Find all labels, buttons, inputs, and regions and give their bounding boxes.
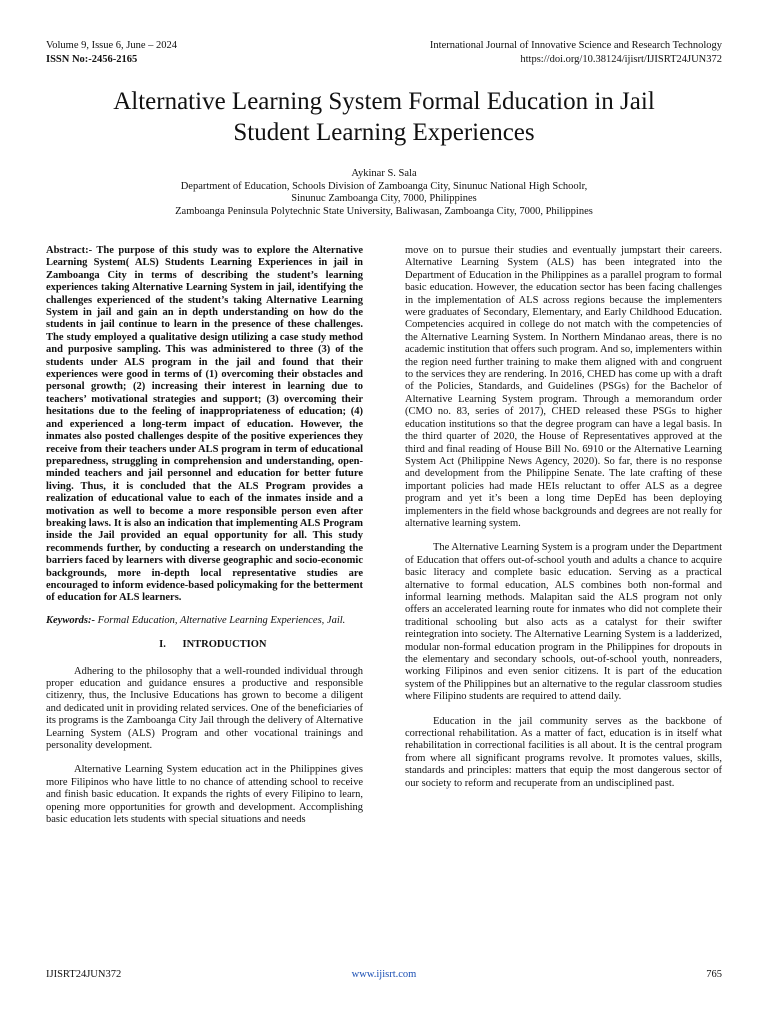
title-line-1: Alternative Learning System Formal Education in Jail bbox=[113, 88, 655, 115]
keywords-label: Keywords:- bbox=[46, 614, 95, 626]
section-heading bbox=[46, 639, 363, 651]
website-link[interactable]: www.ijisrt.com bbox=[351, 969, 417, 980]
issn-number: ISSN No:-2456-2165 bbox=[46, 54, 138, 65]
section-title: INTRODUCTION bbox=[182, 639, 267, 651]
section-number: I. bbox=[159, 639, 166, 651]
abstract: Abstract:- The purpose of this study was to explore the Alternative Learning System( ALS) Students Learning Experiences in jail in Zamboanga City in terms of describing the student’s learning experiences taking Alternative Learning System in jail, identifying the challenges experienced of the student’s taking Alternative Learning System in jail and gain an in depth understanding on how do the students in jail continue to learn in the presence of these challenges. The study employed a qualitative design utilizing a case study method and purposive sampling. This was administered to three (3) of the students under ALS program in the jail and found that their experiences were good in terms of (1) overcoming their obstacles and personal growth; (2) increasing their interest in learning due to teachers’ motivational strategies and support; (3) overcoming their hesitations due to the feeling of inappropriateness of education; (4) and experienced a long-term impact of education. However, the inmates also posted challenges despite of the positive experiences they receive from their teachers under ALS program in term of educational preparedness, struggling in comprehension and understanding, open-minded teachers and jail personnel and education for better future living. Thus, it is concluded that the ALS Program provides a realization of educational value to each of the inmates inside and a motivation as well to become a more responsible person even after breaking laws. It is also an indication that implementing ALS Program inside the Jail provided an equal opportunity for all. This study recommends further, by conducting a research on understanding the barriers faced by learners with diverse geographic and socio-economic backgrounds, more in-depth local representative studies are encouraged to inform evidence-based policymaking for the betterment of education for ALS learners. bbox=[46, 245, 363, 604]
intro-paragraph-2: Alternative Learning System education act in the Philippines gives more Filipinos who have little to no chance of attending school to receive and finish basic education. It expands the rights of every Filipino to learn, opening more opportunities for growth and development. Accomplishing basic education lets students with special situations and needs bbox=[46, 764, 363, 826]
journal-name: International Journal of Innovative Science and Research Technology bbox=[429, 40, 722, 51]
body-paragraph-continued: move on to pursue their studies and eventually jumpstart their careers. Alternative Learning System (ALS) has been integrated into the Department of Education in the Philippines as a parallel program to formal basic education. However, the education sector has been facing challenges in the implementation of ALS across regions because the implementers were graduates of Secondary, Elementary, and Early Childhood Education. Competencies acquired in college do not match with the competencies of the Alternative Learning System. In Northern Mindanao areas, there is no academic institution that offers such program. And so, implementers within the region need further training to make them aligned with and congruent to the services they are rendering. In 2016, CHED has come up with a draft of the Policies, Standards, and Guidelines (PSGs) for the Bachelor of Alternative Learning System program. Through a memorandum order (CMO no. 83, series of 2017), CHED released these PSGs to higher education institutions so that the degree program can have a legal basis. In the third quarter of 2020, the House of Representatives approved at the third and final reading of House Bill No. 6910 or the Alternative Learning System Act (Philippine News Agency, 2020). So far, there is no response and development from the Philippine Senate. The late crafting of these important policies had made HEIs reluctant to offer ALS as a degree program and yet it’s been a long time DepEd has been deploying implementers in the field whose backgrounds and degrees are not really for alternative learning system. bbox=[405, 245, 722, 529]
header-right bbox=[430, 39, 722, 67]
doi-link[interactable]: https://doi.org/10.38124/ijisrt/IJISRT24JUN372 bbox=[520, 54, 722, 65]
keywords-text: Formal Education, Alternative Learning Experiences, Jail. bbox=[97, 614, 346, 626]
title-line-2: Student Learning Experiences bbox=[233, 119, 535, 146]
body-paragraph-jail-education: Education in the jail community serves as the backbone of correctional rehabilitation. As a matter of fact, education is in itself what rehabilitation in correctional facilities is all about. It is the central program from where all significant programs revolve. It promotes values, skills, standards and principles: matters that equip the most dangerous sector of our society to reform and recuperate from an undisciplined past. bbox=[405, 715, 722, 789]
intro-paragraph-1: Adhering to the philosophy that a well-rounded individual through proper education and guidance ensures a productive and responsible citizenry, thus, the Inclusive Educations has grown to become a diligent and dedicated unit in providing related services. One of the beneficiaries of its programs is the Zamboanga City Jail through the delivery of Alternative Learning System (ALS) Program and other vocational trainings and personality development. bbox=[46, 665, 363, 752]
author-block bbox=[40, 168, 728, 218]
affiliation-3: Zamboanga Peninsula Polytechnic State University, Baliwasan, Zamboanga City, 7000, Philippines bbox=[175, 205, 593, 217]
footer-website-link bbox=[0, 968, 768, 982]
page-number: 765 bbox=[706, 969, 722, 980]
affiliation-1: Department of Education, Schools Division of Zamboanga City, Sinunuc National High Schoolr, bbox=[180, 180, 588, 192]
right-column bbox=[405, 245, 722, 790]
volume-info: Volume 9, Issue 6, June – 2024 bbox=[46, 40, 178, 51]
keywords bbox=[46, 615, 363, 627]
body-paragraph-als: The Alternative Learning System is a program under the Department of Education that offers out-of-school youth and adults a chance to acquire basic literacy and complete basic education. Serving as a practical alternative to formal education, ALS combines both non-formal and informal learning methods. Malapitan said the ALS program not only offers an accelerated learning route for inmates who did not complete their traditional schooling but also acts as a catalyst for their swifter reintegration into society. The Alternative Learning System is a ladderized, modular non-formal education program in the Philippines for dropouts in the elementary and secondary schools, out-of-school youth, nonreaders, working Filipinos and even senior citizens. It is part of the education system of the Philippines but an alternative to the regular classroom studies where Filipino students are required to attend daily. bbox=[405, 542, 722, 703]
footer-paper-code: IJISRT24JUN372 bbox=[46, 969, 122, 980]
author-name: Aykinar S. Sala bbox=[351, 168, 417, 179]
left-column bbox=[46, 245, 363, 826]
paper-title bbox=[30, 86, 738, 148]
header-left bbox=[46, 39, 177, 67]
affiliation-2: Sinunuc Zamboanga City, 7000, Philippines bbox=[291, 193, 477, 205]
